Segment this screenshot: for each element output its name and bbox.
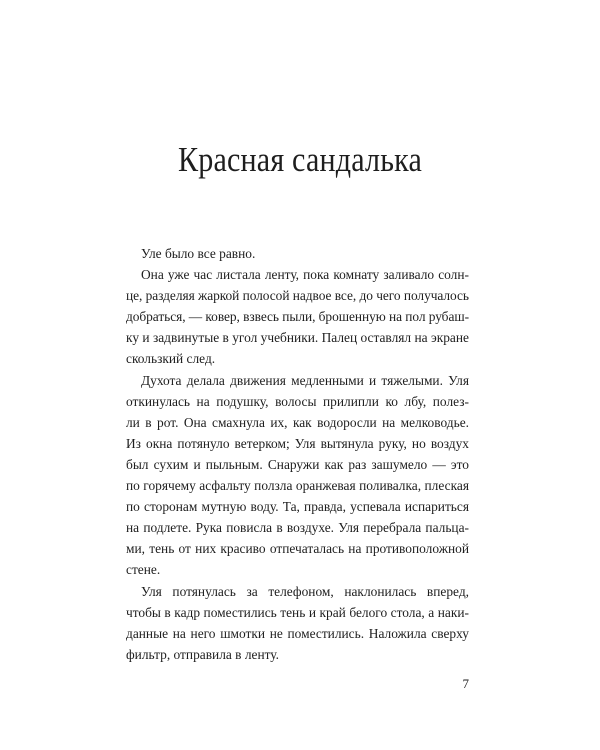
text-line: Уле было все равно. <box>141 246 256 261</box>
text-line: данные на него шмотки не поместились. Наложила сверху <box>126 625 469 641</box>
text-line: ли в рот. Она смахнула их, как водоросли на мелководье. <box>126 414 469 430</box>
text-line: по горячему асфальту ползла оранжевая поливалка, плеская <box>126 478 469 494</box>
text-line: Из окна потянуло ветерком; Уля вытянула руку, но воздух <box>126 435 469 451</box>
paragraph <box>126 370 469 581</box>
body-text <box>126 243 469 665</box>
text-line: фильтр, отправила в ленту. <box>126 646 280 662</box>
text-line: скользкий след. <box>126 351 216 367</box>
text-line: Духота делала движения медленными и тяжелыми. Уля <box>141 372 469 388</box>
text-line: добраться, — ковер, взвесь пыли, брошенную на пол рубаш- <box>126 309 469 325</box>
text-line: откинулась на подушку, волосы прилипли ко лбу, полез- <box>126 393 469 409</box>
text-line: на подлете. Рука повисла в воздухе. Уля перебрала пальца- <box>126 520 469 536</box>
chapter-title: Красная сандалька <box>177 140 423 179</box>
text-line: це, разделяя жаркой полосой надвое все, до чего получалось <box>126 288 469 304</box>
text-line: стене. <box>126 562 161 578</box>
paragraph <box>126 581 469 665</box>
text-line: Уля потянулась за телефоном, наклонилась вперед, <box>141 583 469 599</box>
text-line: по сторонам мутную воду. Та, правда, успевала испариться <box>126 499 469 515</box>
text-line: ми, тень от них красиво отпечаталась на противоположной <box>126 541 469 557</box>
text-line: Она уже час листала ленту, пока комнату заливало солн- <box>141 267 469 283</box>
text-line: ку и задвинутые в угол учебники. Палец оставлял на экране <box>126 330 469 346</box>
paragraph <box>126 243 469 264</box>
page-number: 7 <box>462 676 469 691</box>
text-line: чтобы в кадр поместились тень и край белого стола, а наки- <box>126 604 469 620</box>
text-line: был сухим и пыльным. Снаружи как раз зашумело — это <box>126 456 469 472</box>
paragraph <box>126 264 469 369</box>
